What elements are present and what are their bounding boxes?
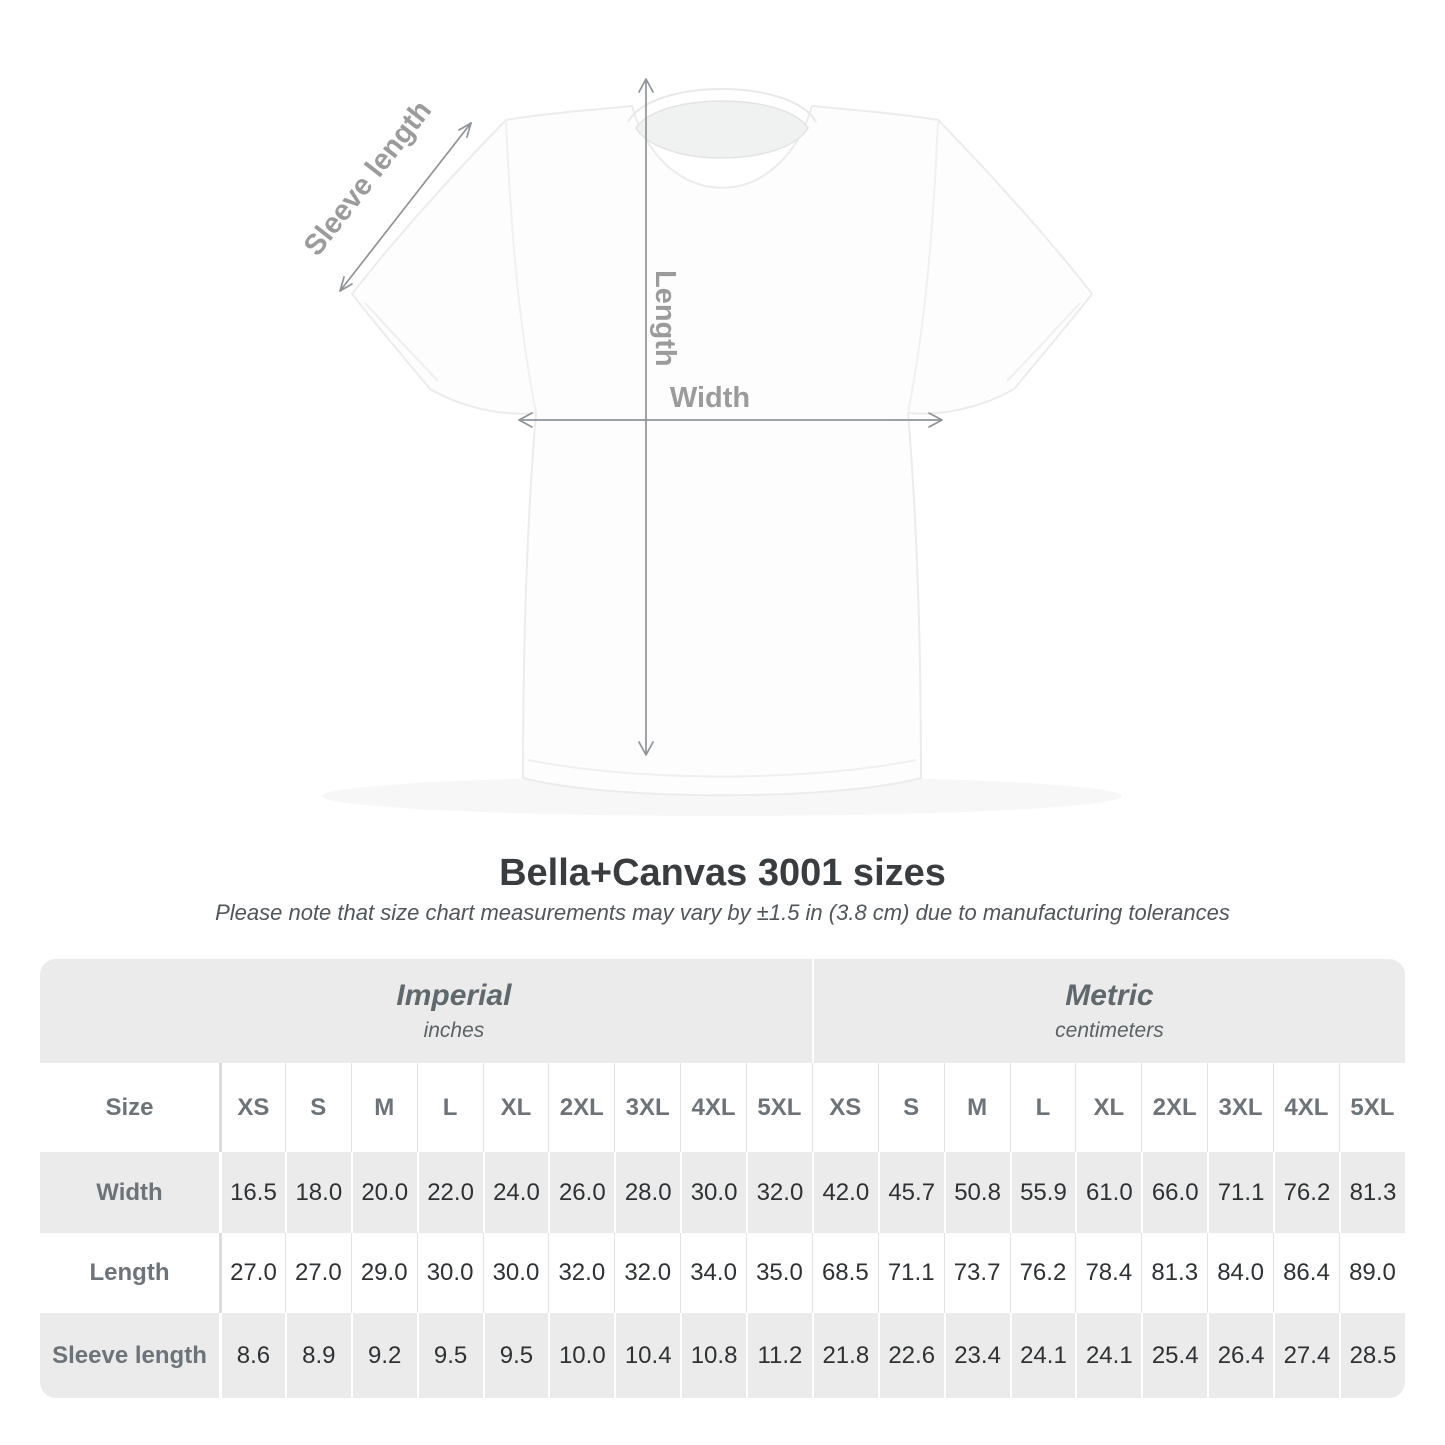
size-cell: 2XL (548, 1063, 614, 1152)
size-cell: M (351, 1063, 417, 1152)
value-cell: 27.0 (219, 1233, 285, 1313)
value-cell: 81.3 (1141, 1233, 1207, 1313)
value-cell: 16.5 (219, 1152, 285, 1233)
value-cell: 68.5 (812, 1233, 878, 1313)
value-cell: 22.0 (417, 1152, 483, 1233)
size-cell: 3XL (1207, 1063, 1273, 1152)
size-cell: 5XL (1339, 1063, 1405, 1152)
value-cell: 42.0 (812, 1152, 878, 1233)
value-cell: 25.4 (1141, 1313, 1207, 1398)
value-cell: 10.8 (680, 1313, 746, 1398)
imperial-band (40, 959, 812, 1063)
size-column-header: Size (40, 1063, 219, 1152)
value-cell: 18.0 (285, 1152, 351, 1233)
size-table (40, 959, 1405, 1398)
page-title: Bella+Canvas 3001 sizes (499, 852, 946, 894)
length-label: Length (649, 270, 681, 367)
row-label: Sleeve length (40, 1313, 219, 1398)
sleeve-length-label: Sleeve length (297, 94, 439, 262)
value-cell: 32.0 (746, 1152, 812, 1233)
size-cell: L (417, 1063, 483, 1152)
value-cell: 89.0 (1339, 1233, 1405, 1313)
value-cell: 35.0 (746, 1233, 812, 1313)
size-cell: 5XL (746, 1063, 812, 1152)
value-cell: 22.6 (878, 1313, 944, 1398)
size-cell: 2XL (1141, 1063, 1207, 1152)
value-cell: 73.7 (944, 1233, 1010, 1313)
size-cell: XS (812, 1063, 878, 1152)
value-cell: 30.0 (417, 1233, 483, 1313)
value-cell: 24.1 (1010, 1313, 1076, 1398)
value-cell: 45.7 (878, 1152, 944, 1233)
value-cell: 55.9 (1010, 1152, 1076, 1233)
value-cell: 8.9 (285, 1313, 351, 1398)
value-cell: 78.4 (1075, 1233, 1141, 1313)
sleeve-length-row (40, 1313, 1405, 1398)
value-cell: 30.0 (483, 1233, 549, 1313)
value-cell: 71.1 (878, 1233, 944, 1313)
value-cell: 26.0 (548, 1152, 614, 1233)
value-cell: 66.0 (1141, 1152, 1207, 1233)
size-cell: XS (219, 1063, 285, 1152)
sizes-header-row (40, 1063, 1405, 1152)
value-cell: 24.0 (483, 1152, 549, 1233)
length-row (40, 1233, 1405, 1313)
value-cell: 76.2 (1273, 1152, 1339, 1233)
unit-band-row (40, 959, 1405, 1063)
width-row (40, 1152, 1405, 1233)
value-cell: 11.2 (746, 1313, 812, 1398)
value-cell: 27.0 (285, 1233, 351, 1313)
size-cell: 4XL (1273, 1063, 1339, 1152)
value-cell: 81.3 (1339, 1152, 1405, 1233)
tshirt-outline (352, 106, 1092, 795)
value-cell: 28.0 (614, 1152, 680, 1233)
size-cell: S (878, 1063, 944, 1152)
value-cell: 30.0 (680, 1152, 746, 1233)
metric-band (812, 959, 1405, 1063)
value-cell: 32.0 (548, 1233, 614, 1313)
row-label: Width (40, 1152, 219, 1233)
value-cell: 34.0 (680, 1233, 746, 1313)
value-cell: 23.4 (944, 1313, 1010, 1398)
size-cell: XL (483, 1063, 549, 1152)
size-cell: 4XL (680, 1063, 746, 1152)
value-cell: 9.5 (483, 1313, 549, 1398)
imperial-units: inches (423, 1018, 485, 1042)
value-cell: 24.1 (1075, 1313, 1141, 1398)
metric-label: Metric (1065, 978, 1154, 1012)
collar-opening (636, 101, 808, 158)
value-cell: 10.4 (614, 1313, 680, 1398)
tolerance-note: Please note that size chart measurements may vary by ±1.5 in (3.8 cm) due to manufacturing tolerances (215, 900, 1230, 925)
value-cell: 9.2 (351, 1313, 417, 1398)
value-cell: 21.8 (812, 1313, 878, 1398)
value-cell: 10.0 (548, 1313, 614, 1398)
value-cell: 76.2 (1010, 1233, 1076, 1313)
size-cell: 3XL (614, 1063, 680, 1152)
value-cell: 28.5 (1339, 1313, 1405, 1398)
value-cell: 71.1 (1207, 1152, 1273, 1233)
value-cell: 9.5 (417, 1313, 483, 1398)
size-cell: M (944, 1063, 1010, 1152)
value-cell: 20.0 (351, 1152, 417, 1233)
value-cell: 29.0 (351, 1233, 417, 1313)
width-label: Width (669, 382, 751, 414)
size-cell: S (285, 1063, 351, 1152)
value-cell: 86.4 (1273, 1233, 1339, 1313)
value-cell: 50.8 (944, 1152, 1010, 1233)
metric-units: centimeters (1055, 1018, 1164, 1042)
imperial-label: Imperial (396, 978, 512, 1012)
value-cell: 84.0 (1207, 1233, 1273, 1313)
value-cell: 32.0 (614, 1233, 680, 1313)
value-cell: 27.4 (1273, 1313, 1339, 1398)
row-label: Length (40, 1233, 219, 1313)
value-cell: 26.4 (1207, 1313, 1273, 1398)
value-cell: 8.6 (219, 1313, 285, 1398)
size-cell: XL (1075, 1063, 1141, 1152)
size-cell: L (1010, 1063, 1076, 1152)
value-cell: 61.0 (1075, 1152, 1141, 1233)
